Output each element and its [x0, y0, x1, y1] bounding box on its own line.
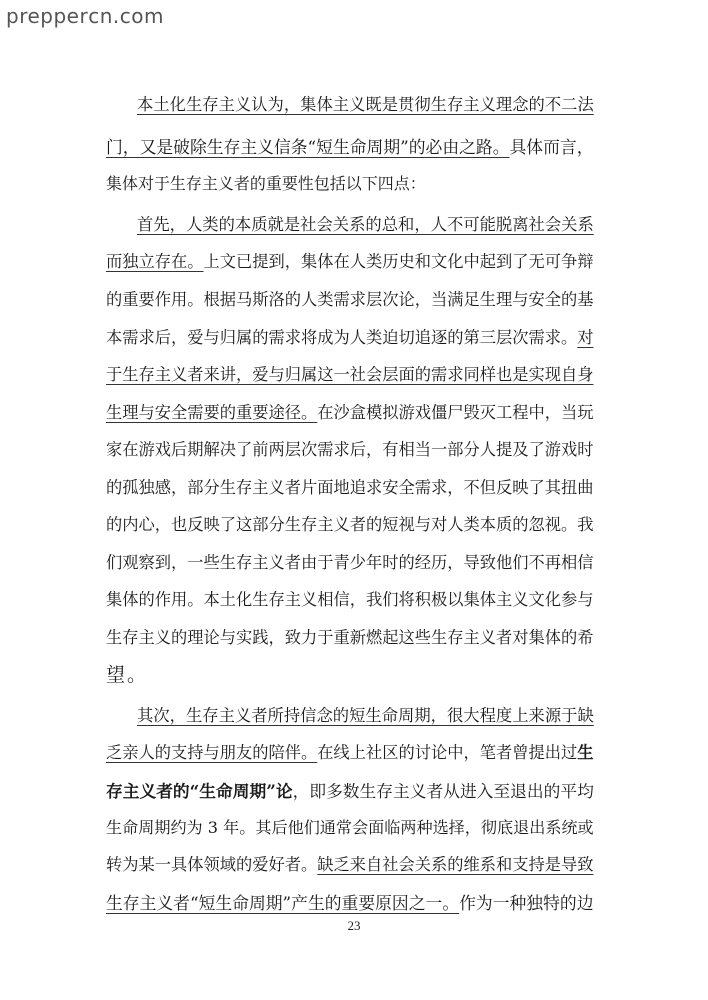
- text-segment: 在线上社区的讨论中，笔者曾提出过: [317, 743, 578, 762]
- underlined-text: 生理与安全需要的重要途径。: [106, 403, 318, 422]
- text-segment: 的内心，也反映了这部分生存主义者的短视与对人类本质的忽视。我: [106, 515, 594, 534]
- text-line: [106, 250, 594, 274]
- text-line: [106, 663, 148, 687]
- text-line: [106, 476, 594, 500]
- underlined-text: 而独立存在。: [106, 252, 204, 271]
- text-segment: 望。: [106, 664, 148, 686]
- text-line: [106, 288, 594, 312]
- text-line: [137, 213, 594, 237]
- text-segment: 集体对于生存主义者的重要性包括以下四点：: [106, 174, 426, 193]
- text-segment: 作为一种独特的边: [459, 893, 594, 913]
- text-line: [106, 891, 594, 915]
- page-number: 23: [347, 918, 361, 933]
- text-line: [106, 513, 594, 537]
- underlined-text: 生存主义者“短生命周期”产生的重要原因之一。: [106, 893, 460, 913]
- text-line: [106, 401, 594, 425]
- text-segment: 集体的作用。本土化生存主义相信，我们将积极以集体主义文化参与: [106, 590, 594, 609]
- text-line: [106, 816, 594, 840]
- text-segment: 的重要作用。根据马斯洛的人类需求层次论，当满足生理与安全的基: [106, 290, 594, 309]
- text-line: [137, 93, 594, 117]
- underlined-text: 本土化生存主义认为，集体主义既是贯彻生存主义理念的不二法: [137, 95, 594, 114]
- text-line: [106, 135, 594, 159]
- text-segment: 家在游戏后期解决了前两层次需求后，有相当一部分人提及了游戏时: [106, 440, 594, 459]
- text-line: [106, 741, 594, 765]
- bold-text: 存主义者的“生命周期”论: [106, 781, 293, 801]
- text-segment: ，即多数生存主义者从进入至退出的平均: [292, 781, 594, 801]
- text-segment: 们观察到，一些生存主义者由于青少年时的经历，导致他们不再相信: [106, 553, 594, 572]
- underlined-text: 门，又是破除生存主义信条“短生命周期”的必由之路。: [106, 137, 510, 157]
- text-line: [137, 704, 594, 728]
- text-segment: 本需求后，爱与归属的需求将成为人类迫切追逐的第三层次需求。: [106, 328, 578, 347]
- watermark-text: prepperсn.com: [6, 4, 164, 28]
- text-segment: 上文已提到，集体在人类历史和文化中起到了无可争辩: [203, 252, 594, 271]
- underlined-text: 首先，人类的本质就是社会关系的总和，人不可能脱离社会关系: [137, 215, 594, 234]
- text-line: [106, 172, 426, 196]
- text-line: [106, 779, 594, 803]
- text-line: [106, 363, 594, 387]
- text-line: [106, 551, 594, 575]
- underlined-text: 其次，生存主义者所持信念的短生命周期，很大程度上来源于缺: [137, 706, 594, 725]
- text-line: [106, 853, 594, 877]
- text-segment: 在沙盒模拟游戏僵尸毁灭工程中，当玩: [317, 403, 594, 422]
- text-segment: 具体而言，: [509, 137, 594, 157]
- underlined-text: 缺乏来自社会关系的维系和支持是导致: [317, 855, 594, 874]
- text-line: [106, 626, 594, 650]
- underlined-text: 乏亲人的支持与朋友的陪伴。: [106, 743, 318, 762]
- underlined-text: 对: [577, 328, 594, 347]
- text-segment: 生存主义的理论与实践，致力于重新燃起这些生存主义者对集体的希: [106, 628, 594, 647]
- text-segment: 生命周期约为 3 年。其后他们通常会面临两种选择，彻底退出系统或: [106, 818, 594, 837]
- text-line: [106, 438, 594, 462]
- text-segment: 转为某一具体领域的爱好者。: [106, 855, 318, 874]
- text-line: [106, 326, 594, 350]
- bold-text: 生: [577, 743, 594, 762]
- text-line: [106, 588, 594, 612]
- text-segment: 的孤独感，部分生存主义者片面地追求安全需求，不但反映了其扭曲: [106, 478, 594, 497]
- underlined-text: 于生存主义者来讲，爱与归属这一社会层面的需求同样也是实现自身: [106, 365, 594, 384]
